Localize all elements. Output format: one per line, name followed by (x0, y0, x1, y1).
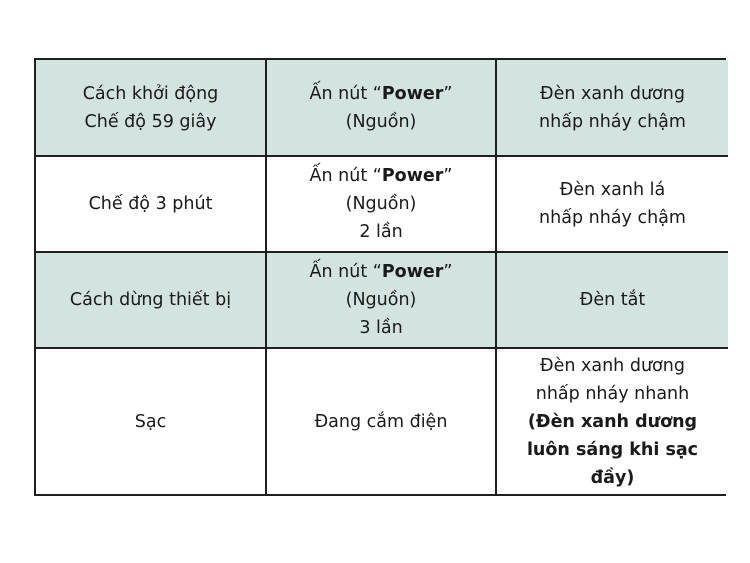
cell-indicator (496, 252, 728, 348)
cell-text-bold: luôn sáng khi sạc đầy) (526, 439, 699, 488)
cell-indicator (496, 348, 728, 494)
cell-text: Cách dừng thiết bị (69, 290, 232, 310)
text-post: ” (Nguồn) (345, 83, 453, 132)
cell-text: Đèn xanh lá (559, 180, 666, 200)
cell-text (275, 258, 487, 314)
cell-action (266, 348, 496, 494)
cell-text: Chế độ 59 giây (84, 111, 217, 132)
cell-text-bold: (Đèn xanh dương (527, 411, 698, 432)
cell-text: nhấp nháy nhanh (535, 383, 690, 404)
table-row-3min (36, 156, 728, 252)
cell-text: 2 lần (359, 222, 403, 242)
text-bold: Power (381, 83, 444, 104)
cell-action (266, 60, 496, 156)
cell-mode (36, 156, 266, 252)
text-post: ” (Nguồn) (345, 262, 453, 310)
info-table-grid (36, 60, 728, 494)
cell-action (266, 252, 496, 348)
cell-text: Đèn xanh dương (540, 83, 685, 104)
text-post: ” (Nguồn) (345, 166, 453, 214)
cell-text: Chế độ 3 phút (88, 194, 213, 214)
table-row-stop (36, 252, 728, 348)
cell-mode (36, 252, 266, 348)
text-pre: Ấn nút “ (309, 166, 382, 186)
cell-action (266, 156, 496, 252)
cell-text: nhấp nháy chậm (539, 208, 686, 228)
text-bold: Power (381, 262, 444, 282)
cell-indicator (496, 156, 728, 252)
cell-text: 3 lần (359, 318, 403, 338)
cell-text: Đang cắm điện (314, 411, 448, 432)
cell-text: Sạc (134, 411, 167, 432)
cell-text: Đèn tắt (579, 290, 646, 310)
text-pre: Ấn nút “ (309, 262, 382, 282)
cell-text: Cách khởi động (82, 83, 219, 104)
cell-indicator (496, 60, 728, 156)
text-bold: Power (381, 166, 444, 186)
cell-text (275, 162, 487, 218)
cell-text: nhấp nháy chậm (539, 111, 686, 132)
text-pre: Ấn nút “ (309, 83, 382, 104)
table-row-charge (36, 348, 728, 494)
cell-text: Đèn xanh dương (540, 355, 685, 376)
cell-mode (36, 60, 266, 156)
table-row-start (36, 60, 728, 156)
cell-text (275, 80, 487, 136)
info-table (34, 58, 726, 496)
cell-mode (36, 348, 266, 494)
